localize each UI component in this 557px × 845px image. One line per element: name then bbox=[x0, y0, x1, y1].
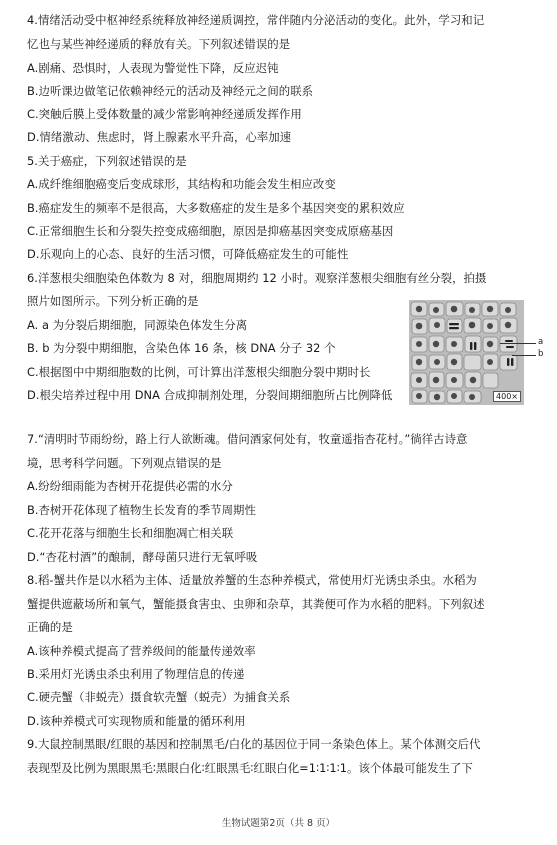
text-line: B. b 为分裂中期细胞，含染色体 16 条，核 DNA 分子 32 个 bbox=[27, 341, 336, 355]
text-line: D.根尖培养过程中用 DNA 合成抑制剂处理，分裂间期细胞所占比例降低 bbox=[27, 388, 393, 402]
text-line: D.“杏花村酒”的酿制，酵母菌只进行无氧呼吸 bbox=[27, 550, 258, 564]
text-line: A.该种养模式提高了营养级间的能量传递效率 bbox=[27, 644, 256, 658]
text-line: 正确的是 bbox=[27, 620, 73, 634]
text-line: C.硬壳蟹（非蜕壳）摄食软壳蟹（蜕壳）为捕食关系 bbox=[27, 690, 291, 704]
text-line: 蟹提供遮蔽场所和氧气，蟹能摄食害虫、虫卵和杂草，其粪便可作为水稻的肥料。下列叙述 bbox=[27, 597, 485, 611]
magnification-label: 400× bbox=[493, 391, 521, 402]
text-line: 8.稻-蟹共作是以水稻为主体、适量放养蟹的生态种养模式，常使用灯光诱虫杀虫。水稻为 bbox=[27, 573, 477, 587]
text-line: 表现型及比例为黑眼黑毛∶黑眼白化∶红眼黑毛∶红眼白化=1∶1∶1∶1。该个体最可能发生了下 bbox=[27, 761, 473, 775]
label-b: b bbox=[538, 349, 544, 359]
text-line: 6.洋葱根尖细胞染色体数为 8 对，细胞周期约 12 小时。观察洋葱根尖细胞有丝分裂，拍摄 bbox=[27, 271, 487, 285]
label-b-leader-line bbox=[512, 355, 536, 356]
text-line: A.剧痛、恐惧时，人表现为警觉性下降，反应迟钝 bbox=[27, 61, 279, 75]
label-a-leader-line bbox=[500, 343, 536, 344]
text-line: 9.大鼠控制黑眼/红眼的基因和控制黑毛/白化的基因位于同一条染色体上。某个体测交后代 bbox=[27, 737, 481, 751]
micrograph-figure bbox=[409, 300, 524, 405]
text-line: C.花开花落与细胞生长和细胞凋亡相关联 bbox=[27, 526, 234, 540]
text-line: B.采用灯光诱虫杀虫利用了物理信息的传递 bbox=[27, 667, 245, 681]
text-line: C.根据图中中期细胞数的比例，可计算出洋葱根尖细胞分裂中期时长 bbox=[27, 365, 371, 379]
text-line: 7.“清明时节雨纷纷，路上行人欲断魂。借问酒家何处有，牧童遥指杏花村。”徜徉古诗意 bbox=[27, 432, 468, 446]
text-line: C.突触后膜上受体数量的减少常影响神经递质发挥作用 bbox=[27, 107, 302, 121]
page-footer: 生物试题第2页（共 8 页） bbox=[221, 818, 336, 829]
text-line: 忆也与某些神经递质的释放有关。下列叙述错误的是 bbox=[27, 37, 291, 51]
text-line: B.边听课边做笔记依赖神经元的活动及神经元之间的联系 bbox=[27, 84, 314, 98]
text-line: 5.关于癌症，下列叙述错误的是 bbox=[27, 154, 187, 168]
text-line: D.该种养模式可实现物质和能量的循环利用 bbox=[27, 714, 246, 728]
text-line: B.杏树开花体现了植物生长发育的季节周期性 bbox=[27, 503, 256, 517]
text-line: A. a 为分裂后期细胞，同源染色体发生分离 bbox=[27, 318, 248, 332]
text-line: D.情绪激动、焦虑时，肾上腺素水平升高，心率加速 bbox=[27, 130, 292, 144]
text-line: A.纷纷细雨能为杏树开花提供必需的水分 bbox=[27, 479, 233, 493]
text-line: D.乐观向上的心态、良好的生活习惯，可降低癌症发生的可能性 bbox=[27, 247, 349, 261]
label-a: a bbox=[538, 337, 544, 347]
micrograph-image bbox=[409, 300, 524, 405]
text-line: 4.情绪活动受中枢神经系统释放神经递质调控，常伴随内分泌活动的变化。此外，学习和记 bbox=[27, 13, 485, 27]
text-line: 境，思考科学问题。下列观点错误的是 bbox=[27, 456, 222, 470]
text-line: A.成纤维细胞癌变后变成球形，其结构和功能会发生相应改变 bbox=[27, 177, 336, 191]
text-line: 照片如图所示。下列分析正确的是 bbox=[27, 294, 199, 308]
text-line: B.癌症发生的频率不是很高，大多数癌症的发生是多个基因突变的累积效应 bbox=[27, 201, 405, 215]
text-line: C.正常细胞生长和分裂失控变成癌细胞，原因是抑癌基因突变成原癌基因 bbox=[27, 224, 394, 238]
